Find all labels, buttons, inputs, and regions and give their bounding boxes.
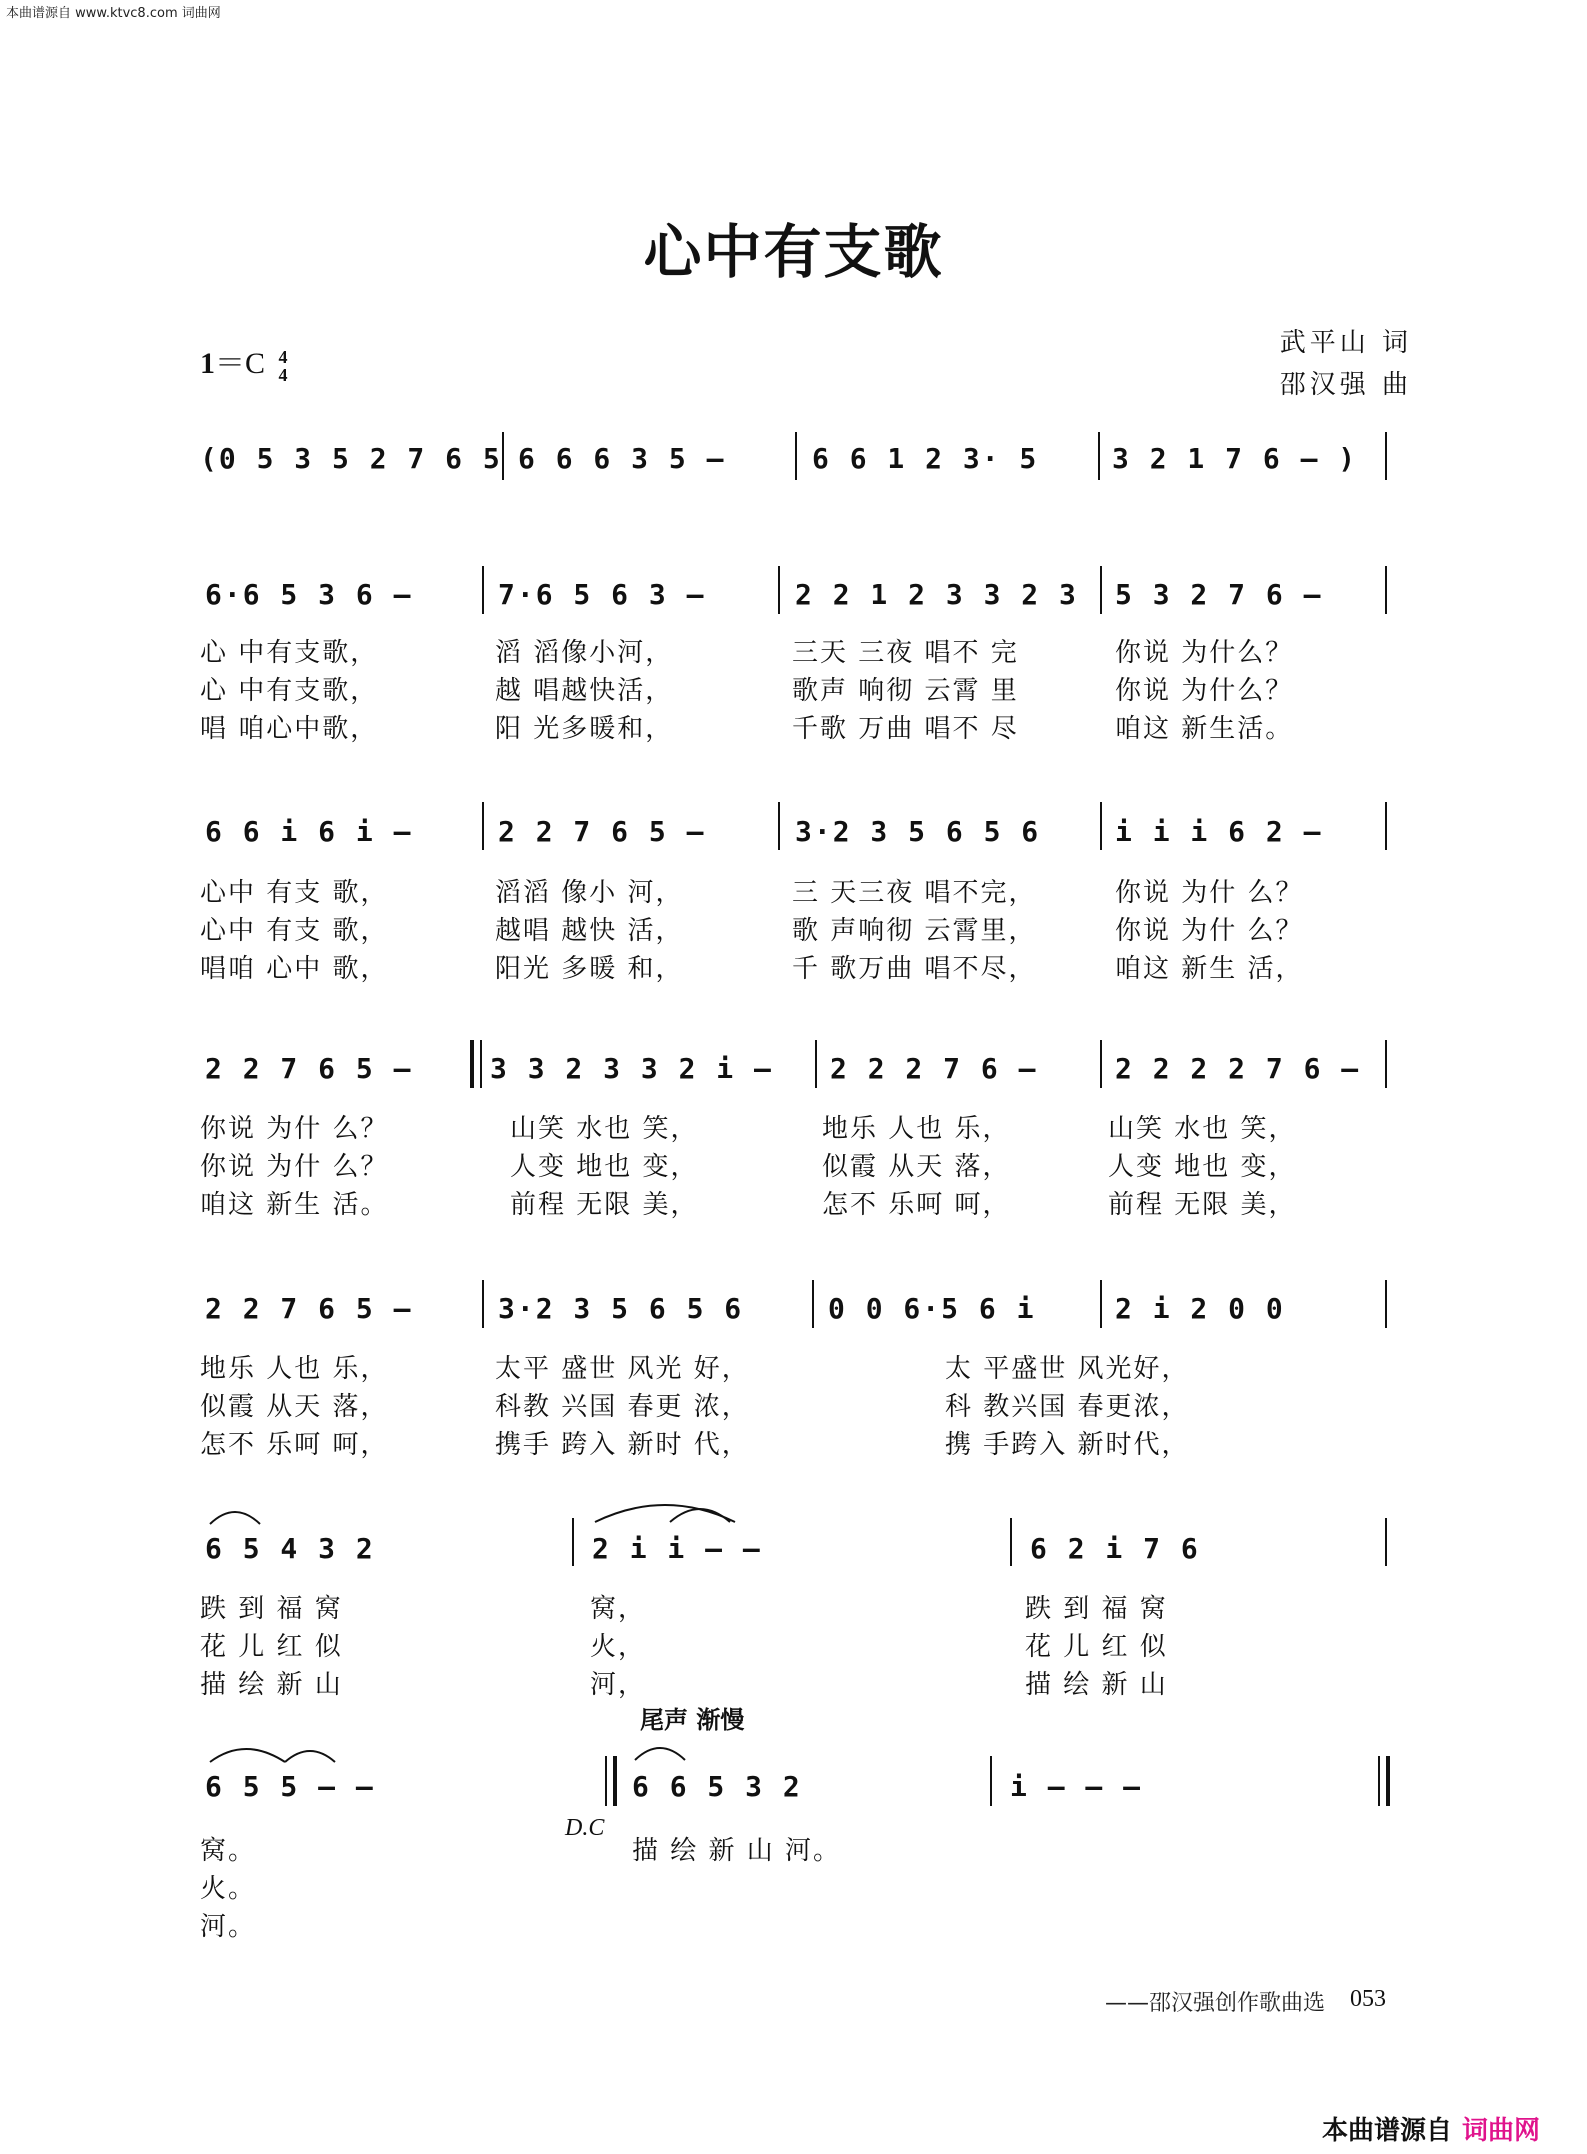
lyric: 携 手跨入 新时代，	[945, 1430, 1190, 1460]
lyric: 火，	[590, 1632, 647, 1662]
lyric: 三 天三夜 唱不完，	[792, 878, 1037, 908]
measure-notes: 2 i 2 0 0	[1115, 1292, 1285, 1325]
measure-notes: 0 0 6·5 6 i	[828, 1292, 1036, 1325]
lyric: 河，	[590, 1670, 647, 1700]
repeat-end-barline	[613, 1756, 617, 1806]
barline	[1385, 802, 1387, 850]
measure-notes: 6 5 4 3 2	[205, 1532, 375, 1565]
lyric: 地乐 人也 乐，	[200, 1354, 389, 1384]
barline	[1385, 1280, 1387, 1328]
lyric: 越 唱越快活，	[495, 676, 674, 706]
measure-notes: 6 6 5 3 2	[632, 1770, 802, 1803]
barline	[1100, 1040, 1102, 1088]
barline	[1100, 566, 1102, 614]
lyric: 科教 兴国 春更 浓，	[495, 1392, 750, 1422]
barline	[1385, 1040, 1387, 1088]
measure-notes: 7·6 5 6 3 –	[498, 578, 706, 611]
measure-notes: 6·6 5 3 6 –	[205, 578, 413, 611]
measure-notes: 3 3 2 3 3 2 i –	[490, 1052, 773, 1085]
lyric: 咱这 新生 活。	[200, 1190, 389, 1220]
coda-marking: 尾声 渐慢	[640, 1706, 745, 1734]
lyric: 地乐 人也 乐，	[822, 1114, 1011, 1144]
barline	[795, 432, 797, 480]
da-capo: D.C	[565, 1815, 605, 1841]
measure-notes: 2 2 7 6 5 –	[498, 815, 706, 848]
lyric: 三天 三夜 唱不 完	[792, 638, 1019, 668]
slur	[205, 1736, 345, 1768]
measure-notes: 2 2 1 2 3 3 2 3	[795, 578, 1078, 611]
barline	[1100, 1280, 1102, 1328]
measure-notes: 6 5 5 – –	[205, 1770, 375, 1803]
lyric: 人变 地也 变，	[510, 1152, 699, 1182]
repeat-start-barline	[470, 1040, 474, 1088]
lyric: 太平 盛世 风光 好，	[495, 1354, 750, 1384]
lyric: 似霞 从天 落，	[200, 1392, 389, 1422]
measure-notes: 2 i i – –	[592, 1532, 762, 1565]
barline	[482, 1280, 484, 1328]
composer-credit: 邵汉强 曲	[1279, 370, 1412, 400]
lyric: 你说 为什么？	[1115, 638, 1294, 668]
lyric: 滔滔 像小 河，	[495, 878, 684, 908]
source-book: ——邵汉强创作歌曲选	[1105, 1991, 1326, 2016]
barline	[815, 1040, 817, 1088]
lyric: 你说 为什么？	[1115, 676, 1294, 706]
barline	[778, 802, 780, 850]
measure-notes: 2 2 2 7 6 –	[830, 1052, 1038, 1085]
lyric: 花 儿 红 似	[200, 1632, 343, 1662]
measure-notes: 3 2 1 7 6 – )	[1112, 442, 1358, 475]
lyric: 你说 为什 么？	[200, 1114, 389, 1144]
barline	[480, 1040, 482, 1088]
measure-notes: 6 6 6 3 5 –	[518, 442, 726, 475]
measure-notes: 6 6 1 2 3· 5	[812, 442, 1039, 475]
lyric: 歌声 响彻 云霄 里	[792, 676, 1019, 706]
lyric: 描 绘 新 山	[200, 1670, 343, 1700]
lyric: 山笑 水也 笑，	[510, 1114, 699, 1144]
lyric: 阳光 多暖 和，	[495, 954, 684, 984]
barline	[778, 566, 780, 614]
lyric: 滔 滔像小河，	[495, 638, 674, 668]
measure-notes: 2 2 7 6 5 –	[205, 1052, 413, 1085]
barline	[1385, 566, 1387, 614]
slur	[205, 1500, 265, 1530]
lyric: 阳 光多暖和，	[495, 714, 674, 744]
lyric: 人变 地也 变，	[1108, 1152, 1297, 1182]
barline	[990, 1756, 992, 1806]
lyric: 描 绘 新 山 河。	[632, 1836, 842, 1866]
lyric: 你说 为什 么？	[1115, 916, 1304, 946]
lyric: 科 教兴国 春更浓，	[945, 1392, 1190, 1422]
barline	[482, 802, 484, 850]
header-watermark: 本曲谱源自 www.ktvc8.com 词曲网	[6, 6, 221, 21]
lyric: 咱这 新生活。	[1115, 714, 1294, 744]
barline	[572, 1518, 574, 1566]
measure-notes: i i i 6 2 –	[1115, 815, 1323, 848]
song-title: 心中有支歌	[643, 218, 944, 286]
barline	[1010, 1518, 1012, 1566]
lyric: 心中 有支 歌，	[200, 878, 389, 908]
lyric: 歌 声响彻 云霄里，	[792, 916, 1037, 946]
lyric: 你说 为什 么？	[200, 1152, 389, 1182]
measure-notes: 3·2 3 5 6 5 6	[498, 1292, 744, 1325]
lyric: 心 中有支歌，	[200, 676, 379, 706]
lyric: 描 绘 新 山	[1025, 1670, 1168, 1700]
lyric: 跌 到 福 窝	[200, 1594, 343, 1624]
lyric: 千 歌万曲 唱不尽，	[792, 954, 1037, 984]
page-number: 053	[1350, 1986, 1386, 2012]
barline	[1100, 802, 1102, 850]
measure-notes: 3·2 3 5 6 5 6	[795, 815, 1041, 848]
lyric: 千歌 万曲 唱不 尽	[792, 714, 1019, 744]
lyric: 心中 有支 歌，	[200, 916, 389, 946]
time-signature: 4 4	[278, 347, 288, 386]
lyric: 河。	[200, 1912, 257, 1942]
lyric: 前程 无限 美，	[1108, 1190, 1297, 1220]
lyric: 山笑 水也 笑，	[1108, 1114, 1297, 1144]
measure-notes: 5 3 2 7 6 –	[1115, 578, 1323, 611]
measure-notes: 6 6 i 6 i –	[205, 815, 413, 848]
lyric: 太 平盛世 风光好，	[945, 1354, 1190, 1384]
measure-notes: 6 2 i 7 6	[1030, 1532, 1200, 1565]
footer-watermark-brand: 词曲网	[1462, 2116, 1541, 2146]
footer-watermark: 本曲谱源自	[1322, 2116, 1453, 2146]
lyric: 你说 为什 么？	[1115, 878, 1304, 908]
lyric: 怎不 乐呵 呵，	[822, 1190, 1011, 1220]
barline	[502, 432, 504, 480]
lyric: 唱咱 心中 歌，	[200, 954, 389, 984]
lyric: 咱这 新生 活，	[1115, 954, 1304, 984]
measure-notes: i – – –	[1010, 1770, 1143, 1803]
slur	[590, 1488, 740, 1528]
barline	[605, 1756, 607, 1806]
lyric: 怎不 乐呵 呵，	[200, 1430, 389, 1460]
lyric: 携手 跨入 新时 代，	[495, 1430, 750, 1460]
lyric: 窝。	[200, 1836, 257, 1866]
barline	[482, 566, 484, 614]
measure-notes: (0 5 3 5 2 7 6 5	[200, 442, 502, 475]
barline	[1098, 432, 1100, 480]
measure-notes: 2 2 7 6 5 –	[205, 1292, 413, 1325]
lyricist-credit: 武平山 词	[1279, 328, 1412, 358]
barline	[1385, 432, 1387, 480]
barline	[812, 1280, 814, 1328]
slur	[630, 1736, 690, 1766]
lyric: 火。	[200, 1874, 257, 1904]
barline	[1378, 1756, 1380, 1806]
lyric: 跌 到 福 窝	[1025, 1594, 1168, 1624]
lyric: 前程 无限 美，	[510, 1190, 699, 1220]
lyric: 窝，	[590, 1594, 647, 1624]
barline	[1385, 1518, 1387, 1566]
key-signature: 1＝C 4 4	[200, 347, 288, 386]
lyric: 似霞 从天 落，	[822, 1152, 1011, 1182]
lyric: 越唱 越快 活，	[495, 916, 684, 946]
final-barline	[1386, 1756, 1390, 1806]
lyric: 心 中有支歌，	[200, 638, 379, 668]
lyric: 花 儿 红 似	[1025, 1632, 1168, 1662]
measure-notes: 2 2 2 2 7 6 –	[1115, 1052, 1361, 1085]
lyric: 唱 咱心中歌，	[200, 714, 379, 744]
